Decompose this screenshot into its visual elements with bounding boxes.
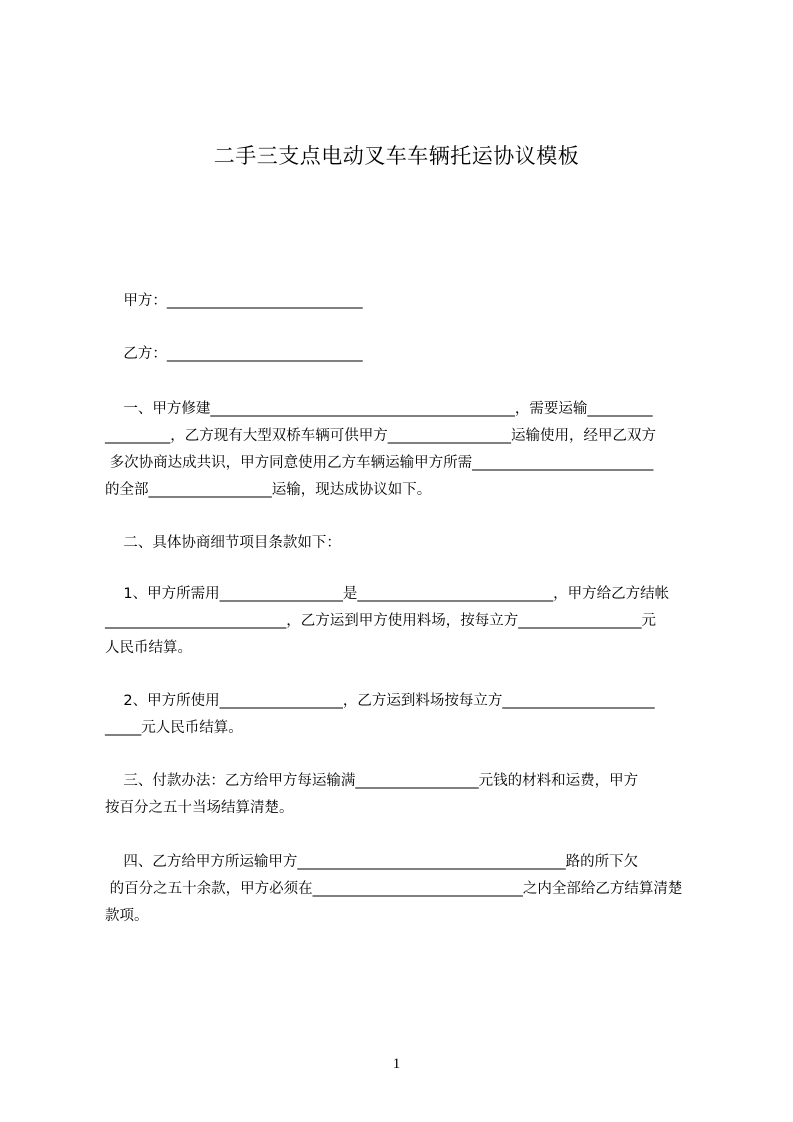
party-b-line: 乙方：___________________________ — [105, 346, 363, 362]
clause-3-line-1: 三、付款办法：乙方给甲方每运输满_________________元钱的材料和运费，甲方 — [105, 773, 639, 789]
item-1-line-1: 1、甲方所需用_________________是___________________________，甲方给乙方结帐 — [105, 586, 670, 602]
item-1-line-2: _________________________，乙方运到甲方使用料场，按每立方_________________元 — [105, 613, 656, 629]
clause-4-line-2: 的百分之五十余款，甲方必须在_____________________________之内全部给乙方结算清楚 — [105, 881, 683, 897]
clause-1-line-1: 一、甲方修建__________________________________________，需要运输_________ — [105, 401, 653, 417]
page-number: 1 — [392, 1056, 401, 1072]
document-title: 二手三支点电动叉车车辆托运协议模板 — [213, 144, 580, 168]
clause-1-line-4: 的全部_________________运输，现达成协议如下。 — [105, 482, 432, 498]
item-2-line-2: _____元人民币结算。 — [105, 720, 243, 736]
clause-1-line-3: 多次协商达成共识，甲方同意使用乙方车辆运输甲方所需_________________________ — [105, 455, 654, 471]
clause-3-line-2: 按百分之五十当场结算清楚。 — [105, 800, 294, 816]
party-a-line: 甲方：___________________________ — [105, 293, 363, 309]
clause-1-line-2: _________，乙方现有大型双桥车辆可供甲方_________________运输使用，经甲乙双方 — [105, 428, 656, 444]
item-1-line-3: 人民币结算。 — [105, 640, 192, 656]
item-2-line-1: 2、甲方所使用_________________，乙方运到料场按每立方_____________________ — [105, 693, 655, 709]
clause-2-heading: 二、具体协商细节项目条款如下： — [105, 535, 341, 551]
clause-4-line-1: 四、乙方给甲方所运输甲方_____________________________________路的所下欠 — [105, 854, 639, 870]
clause-4-line-3: 款项。 — [105, 908, 149, 924]
